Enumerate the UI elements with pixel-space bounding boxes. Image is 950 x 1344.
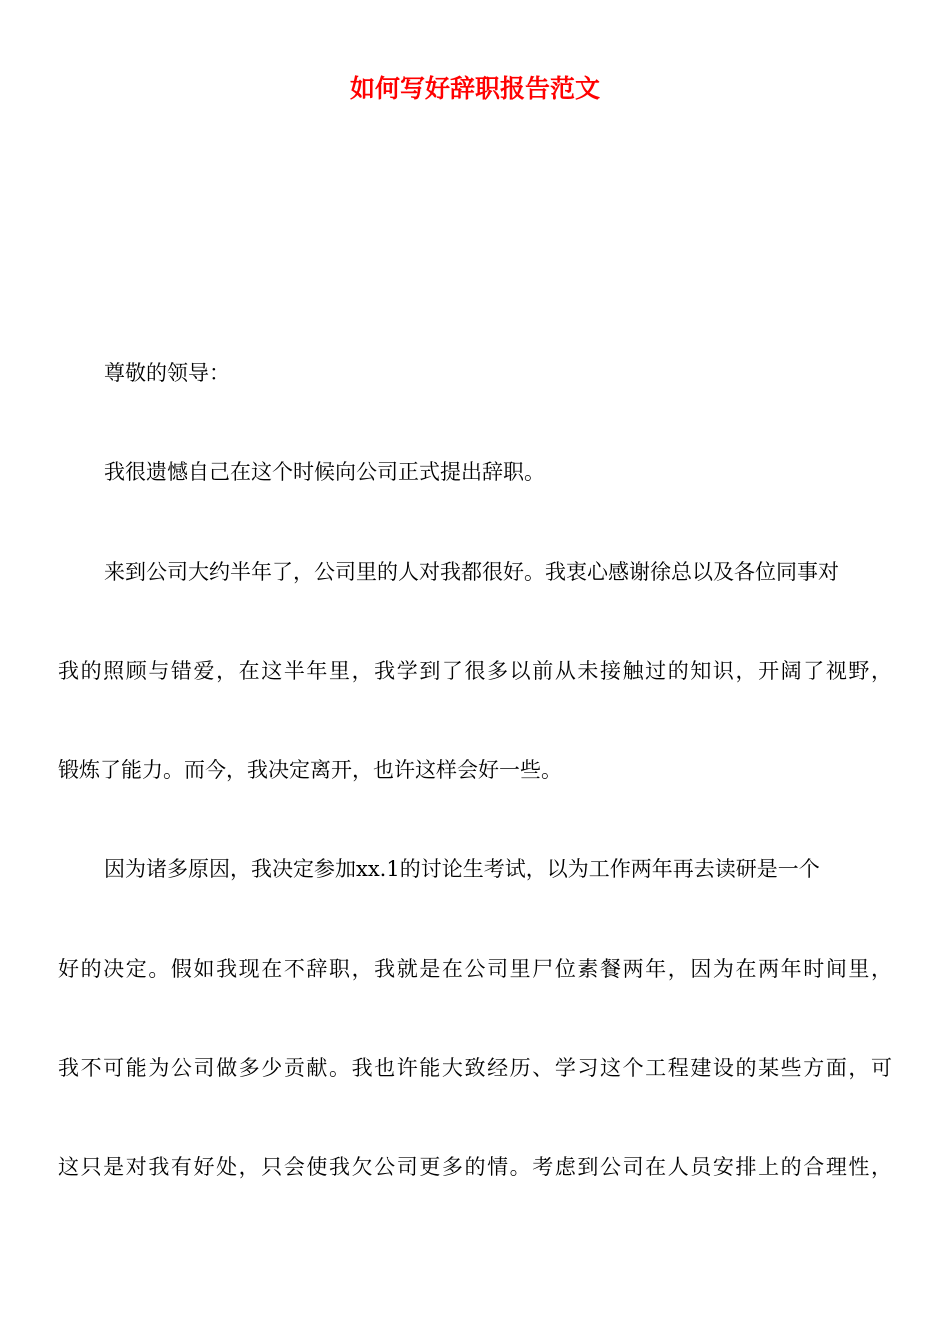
- paragraph-3-line-2: 好的决定。假如我现在不辞职，我就是在公司里尸位素餐两年，因为在两年时间里，: [58, 957, 892, 981]
- paragraph-3-line-1: 因为诸多原因，我决定参加xx.1的讨论生考试，以为工作两年再去读研是一个: [104, 857, 820, 881]
- salutation: 尊敬的领导：: [104, 361, 230, 385]
- paragraph-1-line-1: 我很遗憾自己在这个时候向公司正式提出辞职。: [104, 460, 545, 484]
- document-title: 如何写好辞职报告范文: [349, 74, 600, 103]
- paragraph-2-line-1: 来到公司大约半年了，公司里的人对我都很好。我衷心感谢徐总以及各位同事对: [104, 560, 839, 584]
- paragraph-3-line-3: 我不可能为公司做多少贡献。我也许能大致经历、学习这个工程建设的某些方面，可: [58, 1056, 892, 1080]
- paragraph-2-line-2: 我的照顾与错爱，在这半年里，我学到了很多以前从未接触过的知识，开阔了视野，: [58, 659, 892, 683]
- paragraph-3-line-4: 这只是对我有好处，只会使我欠公司更多的情。考虑到公司在人员安排上的合理性，: [58, 1155, 892, 1179]
- paragraph-2-line-3: 锻炼了能力。而今，我决定离开，也许这样会好一些。: [58, 758, 562, 782]
